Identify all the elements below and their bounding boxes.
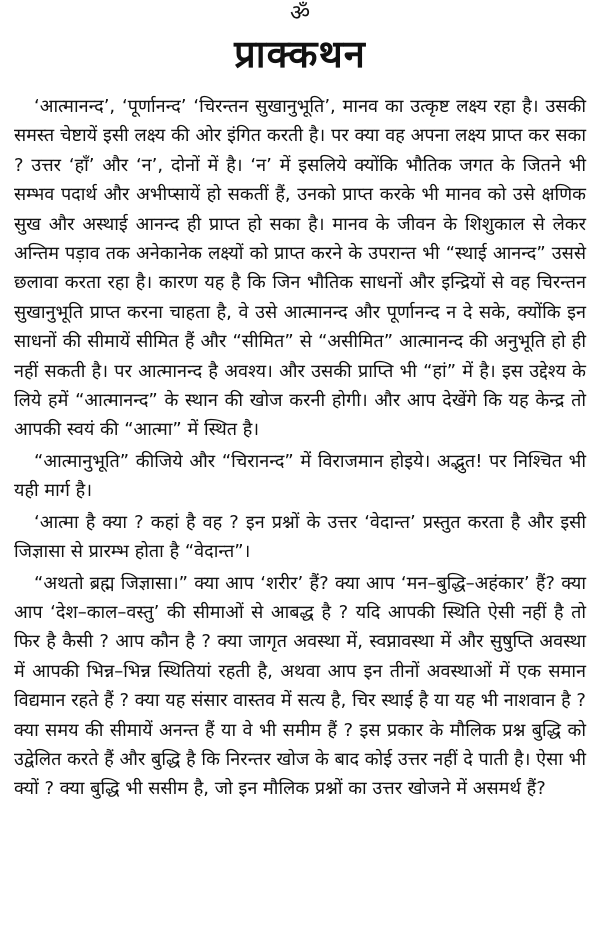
paragraph-4: “अथतो ब्रह्म जिज्ञासा।” क्या आप ‘शरीर’ हैं? क्या आप ‘मन–बुद्धि–अहंकार’ हैं? क्या आप ‘देश–काल–वस्तु’ की सीमाओं से आबद्ध है ? यदि आपकी स्थिति ऐसी नहीं है तो फिर है कैसी ? आप कौन है ? क्या जागृत अवस्था में, स्वप्नावस्था में और सुषुप्ति अवस्था में आपकी भिन्न–भिन्न स्थितियां रहती है, अथवा आप इन तीनों अवस्थाओं में एक समान विद्यमान रहते हैं ? क्या यह संसार वास्तव में सत्य है, चिर स्थाई है या यह भी नाशवान है ? क्या समय की सीमायें अनन्त हैं या वे भी समीम हैं ? इस प्रकार के मौलिक प्रश्न बुद्धि को उद्वेलित करते हैं और बुद्धि है कि निरन्तर खोज के बाद कोई उत्तर नहीं दे पाती है। ऐसा भी क्यों ? क्या बुद्धि भी ससीम है, जो इन मौलिक प्रश्नों का उत्तर खोजने में असमर्थ हैं? <box>14 572 586 800</box>
paragraph-1: ‘आत्मानन्द’, ‘पूर्णानन्द’ ‘चिरन्तन सुखानुभूति’, मानव का उत्कृष्ट लक्ष्य रहा है। उसकी समस्त चेष्टायें इसी लक्ष्य की ओर इंगित करती है। पर क्या वह अपना लक्ष्य प्राप्त कर सका ? उत्तर ‘हाँ’ और ‘न’, दोनों में है। ‘न’ में इसलिये क्योंकि भौतिक जगत के जितने भी सम्भव पदार्थ और अभीप्सायें हो सकतीं हैं, उनको प्राप्त करके भी मानव को उसे क्षणिक सुख और अस्थाई आनन्द ही प्राप्त हो सका है। मानव के जीवन के शिशुकाल से लेकर अन्तिम पड़ाव तक अनेकानेक लक्ष्यों को प्राप्त करने के उपरान्त भी “स्थाई आनन्द” उससे छलावा करता रहा है। कारण यह है कि जिन भौतिक साधनों और इन्द्रियों से वह चिरन्तन सुखानुभूति प्राप्त करना चाहता है, वे उसे आत्मानन्द और पूर्णानन्द न दे सके, क्योंकि इन साधनों की सीमायें सीमित हैं और “सीमित” से “असीमित” आत्मानन्द की अनुभूति हो ही नहीं सकती है। पर आत्मानन्द है अवश्य। और उसकी प्राप्ति भी “हां” में है। इस उद्देश्य के लिये हमें “आत्मानन्द” के स्थान की खोज करनी होगी। और आप देखेंगे कि यह केन्द्र तो आपकी स्वयं की “आत्मा” में स्थित है। <box>14 96 586 441</box>
paragraph-2: “आत्मानुभूति” कीजिये और “चिरानन्द” में विराजमान होइये। अद्भुत! पर निश्चित भी यही मार्ग है। <box>14 450 586 502</box>
paragraph-3: ‘आत्मा है क्या ? कहां है वह ? इन प्रश्नों के उत्तर ‘वेदान्त’ प्रस्तुत करता है और इसी जिज्ञासा से प्रारम्भ होता है “वेदान्त”। <box>14 511 586 563</box>
om-symbol: ॐ <box>289 1 311 26</box>
page-title: प्राक्कथन <box>234 32 366 76</box>
